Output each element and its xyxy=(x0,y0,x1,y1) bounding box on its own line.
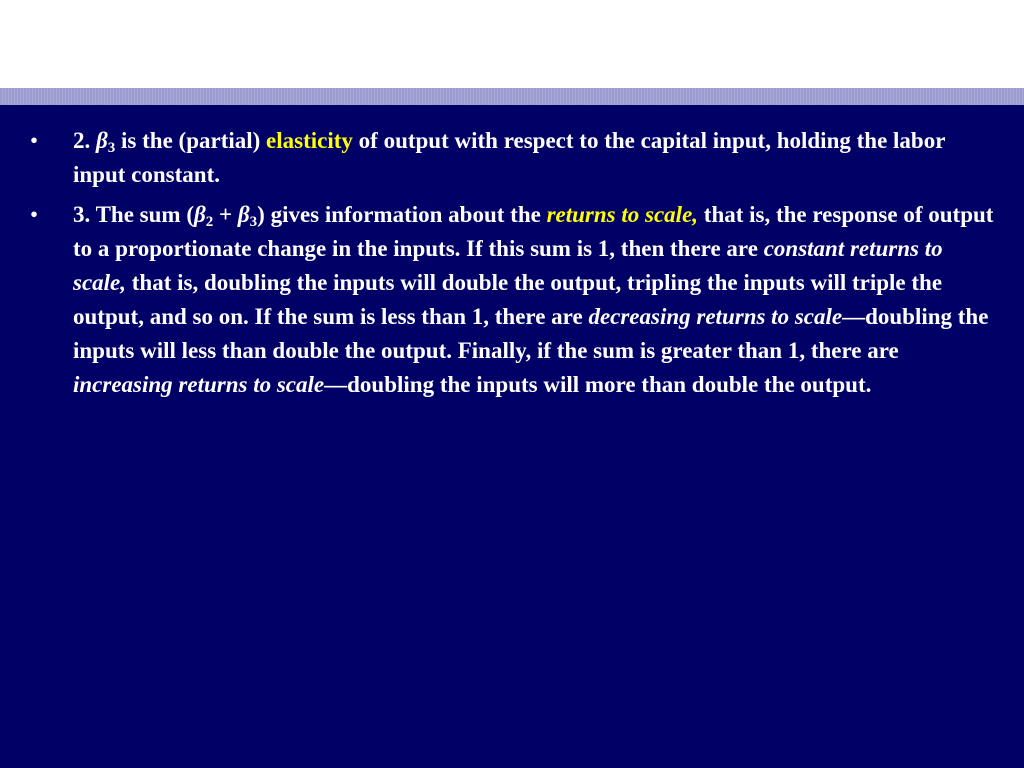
beta-symbol: β xyxy=(237,202,250,227)
elasticity-term: elasticity xyxy=(266,128,353,153)
returns-to-scale-term: returns to scale, xyxy=(546,202,699,227)
beta-subscript: 3 xyxy=(107,140,116,156)
decreasing-returns-term: decreasing returns to scale xyxy=(588,304,843,329)
beta-symbol: β xyxy=(96,128,108,153)
bullet1-text-b: of output with respect to the capital input, holding the labor input constant. xyxy=(73,128,945,187)
beta-symbol: β xyxy=(194,202,206,227)
bullet2-text-b: ) gives information about the xyxy=(257,202,541,227)
beta-subscript: 2 xyxy=(205,214,214,230)
bullet1-number: 2. xyxy=(73,128,91,153)
bullet2-text-e: —doubling the inputs will less than double the output. Finally, if the sum is greater than 1, there are xyxy=(73,304,989,363)
constant-returns-term: constant returns to scale, xyxy=(73,236,943,295)
plus-sign: + xyxy=(213,202,238,227)
bullet2-text-a: 3. The sum ( xyxy=(73,202,194,227)
beta-subscript: 3 xyxy=(249,214,258,230)
bullet-item-returns-to-scale xyxy=(30,198,1000,402)
bullet2-text-c: that is, the response of output to a proportionate change in the inputs. If this sum is 1, then there are xyxy=(73,202,994,261)
decorative-stripe-band xyxy=(0,88,1024,105)
bullet-item-elasticity xyxy=(30,124,1000,192)
bullet1-text-a: is the (partial) xyxy=(121,128,261,153)
bullet-dot-icon: • xyxy=(30,128,39,153)
bullet2-text-f: —doubling the inputs will more than double the output. xyxy=(324,372,872,397)
slide-title-area xyxy=(0,0,1024,88)
bullet2-text-d: that is, doubling the inputs will double the output, tripling the inputs will triple the output, and so on. If the sum is less than 1, there are xyxy=(73,270,943,329)
increasing-returns-term: increasing returns to scale xyxy=(73,372,325,397)
bullet-list xyxy=(30,124,1000,408)
bullet-dot-icon: • xyxy=(30,202,39,227)
